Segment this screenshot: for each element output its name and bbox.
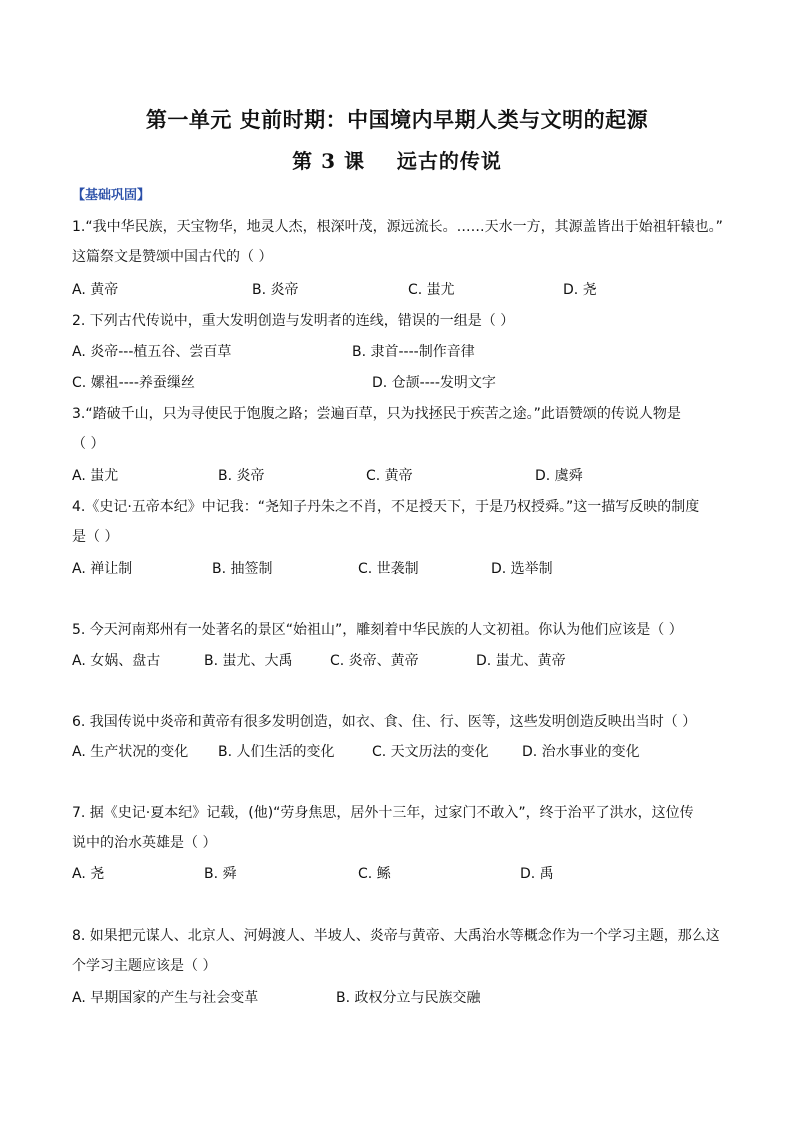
question-6-option-b[interactable]: B. 人们生活的变化: [218, 744, 335, 760]
question-8-option-b[interactable]: B. 政权分立与民族交融: [336, 990, 481, 1006]
question-7-option-a[interactable]: A. 尧: [72, 866, 105, 882]
question-6-line-1: 6. 我国传说中炎帝和黄帝有很多发明创造，如衣、食、住、行、医等，这些发明创造反映出当时（ ）: [72, 714, 697, 730]
question-5-option-a[interactable]: A. 女娲、盘古: [72, 653, 161, 669]
question-5-line-1: 5. 今天河南郑州有一处著名的景区“始祖山”，雕刻着中华民族的人文初祖。你认为他们应该是（ ）: [72, 622, 683, 638]
question-2-option-a[interactable]: A. 炎帝---植五谷、尝百草: [72, 344, 232, 360]
question-4-option-d[interactable]: D. 选举制: [491, 561, 553, 577]
question-7-line-1: 7. 据《史记·夏本纪》记载，(他)“劳身焦思，居外十三年，过家门不敢入”，终于治平了洪水，这位传: [72, 805, 694, 821]
question-5-option-d[interactable]: D. 蚩尤、黄帝: [476, 653, 566, 669]
unit-title: 第一单元 史前时期：中国境内早期人类与文明的起源: [145, 107, 649, 132]
question-4-line-1: 4.《史记·五帝本纪》中记我：“尧知子丹朱之不肖，不足授天下，于是乃权授舜。”这一描写反映的制度: [72, 499, 700, 515]
question-7-option-d[interactable]: D. 禹: [520, 866, 554, 882]
question-2-option-c[interactable]: C. 嫘祖----养蚕缫丝: [72, 375, 195, 391]
question-4-option-c[interactable]: C. 世袭制: [358, 561, 419, 577]
question-4-line-2: 是（ ）: [72, 529, 119, 545]
question-1-option-b[interactable]: B. 炎帝: [252, 282, 299, 298]
question-3-option-c[interactable]: C. 黄帝: [366, 468, 413, 484]
question-2-option-b[interactable]: B. 隶首----制作音律: [352, 344, 475, 360]
question-3-option-d[interactable]: D. 虞舜: [535, 468, 583, 484]
question-1-line-1: 1.“我中华民族，天宝物华，地灵人杰，根深叶茂，源远流长。……天水一方，其源盖皆出于始祖轩辕也。”: [72, 219, 723, 235]
question-1-line-2: 这篇祭文是赞颂中国古代的（ ）: [72, 249, 273, 265]
question-8-line-2: 个学习主题应该是（ ）: [72, 958, 217, 974]
question-8-option-a[interactable]: A. 早期国家的产生与社会变革: [72, 990, 259, 1006]
question-7-option-b[interactable]: B. 舜: [204, 866, 237, 882]
question-4-option-a[interactable]: A. 禅让制: [72, 561, 133, 577]
lesson-title: 第 3 课 远古的传说: [292, 149, 502, 173]
question-1-option-d[interactable]: D. 尧: [563, 282, 597, 298]
question-3-line-2: （ ）: [72, 436, 105, 452]
question-6-option-d[interactable]: D. 治水事业的变化: [522, 744, 640, 760]
question-3-line-1: 3.“踏破千山，只为寻使民于饱腹之路；尝遍百草，只为找拯民于疾苦之途。”此语赞颂的传说人物是: [72, 406, 681, 422]
question-3-option-b[interactable]: B. 炎帝: [218, 468, 265, 484]
question-1-option-c[interactable]: C. 蚩尤: [408, 282, 455, 298]
question-2-line-1: 2. 下列古代传说中，重大发明创造与发明者的连线，错误的一组是（ ）: [72, 313, 515, 329]
question-6-option-c[interactable]: C. 天文历法的变化: [372, 744, 489, 760]
question-1-option-a[interactable]: A. 黄帝: [72, 282, 119, 298]
question-8-line-1: 8. 如果把元谋人、北京人、河姆渡人、半坡人、炎帝与黄帝、大禹治水等概念作为一个学习主题，那么这: [72, 928, 720, 944]
question-6-option-a[interactable]: A. 生产状况的变化: [72, 744, 189, 760]
question-7-line-2: 说中的治水英雄是（ ）: [72, 835, 217, 851]
section-label: 【基础巩固】: [72, 188, 151, 203]
question-3-option-a[interactable]: A. 蚩尤: [72, 468, 119, 484]
question-5-option-b[interactable]: B. 蚩尤、大禹: [204, 653, 293, 669]
question-2-option-d[interactable]: D. 仓颉----发明文字: [372, 375, 496, 391]
question-5-option-c[interactable]: C. 炎帝、黄帝: [330, 653, 419, 669]
question-4-option-b[interactable]: B. 抽签制: [212, 561, 273, 577]
question-7-option-c[interactable]: C. 鲧: [358, 866, 391, 882]
